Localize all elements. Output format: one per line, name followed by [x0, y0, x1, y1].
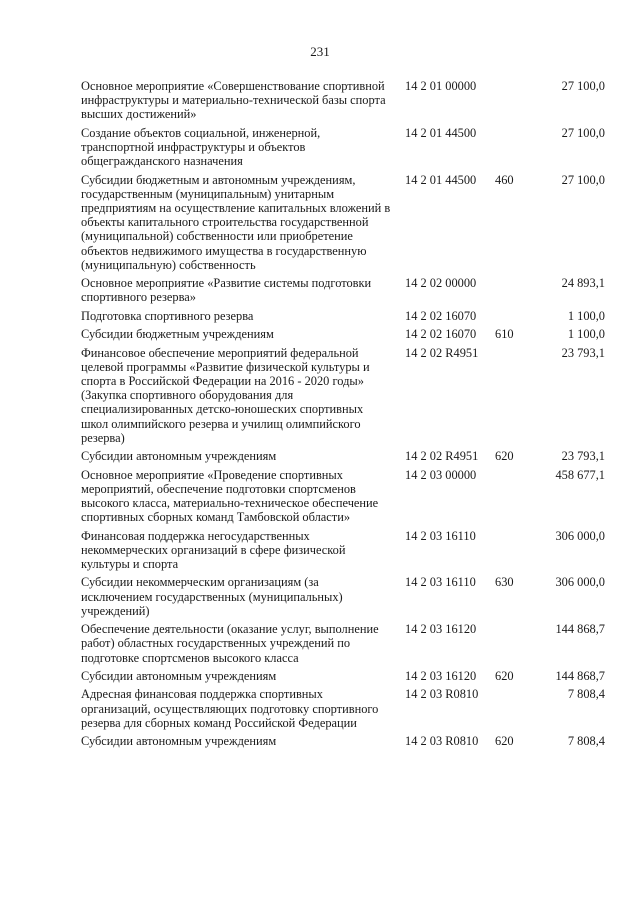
table-row — [81, 346, 605, 445]
row-name: Адресная финансовая поддержка спортивных организаций, осуществляющих подготовку спортивного резерва для сборных команд Российской Федерации — [81, 687, 379, 730]
row-name: Обеспечение деятельности (оказание услуг, выполнение работ) областных государственных учреждений по подготовке спортсменов высокого класса — [81, 622, 379, 665]
row-amount: 7 808,4 — [567, 687, 605, 702]
row-code: 14 2 03 R0810 — [405, 687, 479, 702]
row-code: 14 2 03 16120 — [405, 622, 477, 637]
row-type: 610 — [495, 327, 514, 342]
row-name: Создание объектов социальной, инженерной, транспортной инфраструктуры и объектов общегражданского назначения — [81, 125, 321, 169]
table-row — [81, 276, 605, 304]
row-type: 460 — [495, 172, 514, 187]
row-name: Субсидии автономным учреждениям — [81, 668, 277, 683]
row-name: Субсидии автономным учреждениям — [81, 734, 277, 749]
row-code: 14 2 02 00000 — [405, 276, 477, 291]
table-row — [81, 575, 605, 618]
row-amount: 144 868,7 — [555, 668, 605, 683]
table-row — [81, 309, 605, 323]
row-amount: 306 000,0 — [555, 528, 605, 543]
table-row — [81, 79, 605, 122]
row-name: Основное мероприятие «Проведение спортивных мероприятий, обеспечение подготовки спортсменов высокого класса, материально-техническое обеспечение спортивных сборных команд Тамбовской области» — [81, 467, 379, 525]
row-amount: 1 100,0 — [567, 308, 605, 323]
row-name: Подготовка спортивного резерва — [81, 308, 254, 323]
row-code: 14 2 03 16110 — [405, 575, 476, 590]
table-row — [81, 529, 605, 572]
table-row — [81, 669, 605, 683]
row-type: 620 — [495, 734, 514, 749]
row-code: 14 2 03 R0810 — [405, 734, 479, 749]
row-amount: 23 793,1 — [561, 345, 605, 360]
row-name: Финансовое обеспечение мероприятий федеральной целевой программы «Развитие физической культуры и спорта в Российской Федерации на 2016 - 2020 годы» (Закупка спортивного оборудования для специализированных детско-юношеских спортивных школ олимпийского резерва и училищ олимпийского резерва) — [81, 345, 370, 445]
row-name: Субсидии автономным учреждениям — [81, 449, 277, 464]
row-code: 14 2 03 16120 — [405, 668, 477, 683]
row-code: 14 2 02 R4951 — [405, 449, 479, 464]
row-amount: 27 100,0 — [561, 172, 605, 187]
row-type: 620 — [495, 668, 514, 683]
table-row — [81, 622, 605, 665]
table-row — [81, 173, 605, 272]
row-amount: 24 893,1 — [561, 276, 605, 291]
row-amount: 306 000,0 — [555, 575, 605, 590]
row-code: 14 2 02 16070 — [405, 308, 477, 323]
page-number: 231 — [310, 44, 330, 59]
budget-table — [81, 79, 605, 753]
row-amount: 144 868,7 — [555, 622, 605, 637]
row-name: Основное мероприятие «Развитие системы подготовки спортивного резерва» — [81, 276, 372, 305]
row-amount: 7 808,4 — [567, 734, 605, 749]
table-row — [81, 734, 605, 748]
row-code: 14 2 03 16110 — [405, 528, 476, 543]
row-name: Субсидии бюджетным и автономным учреждениям, государственным (муниципальным) унитарным предприятиям на осуществление капитальных вложений в объекты капитального строительства государственной (муниципальной) собственности или приобретение объектов недвижимого имущества в государственную (муниципальную) собственность — [81, 172, 391, 272]
row-code: 14 2 03 00000 — [405, 467, 477, 482]
row-code: 14 2 01 44500 — [405, 172, 477, 187]
row-amount: 458 677,1 — [555, 467, 605, 482]
row-code: 14 2 01 00000 — [405, 79, 477, 93]
row-type: 620 — [495, 449, 514, 464]
table-row — [81, 126, 605, 169]
row-amount: 27 100,0 — [561, 79, 605, 93]
row-name: Субсидии некоммерческим организациям (за исключением государственных (муниципальных) учреждений) — [81, 575, 343, 618]
row-amount: 1 100,0 — [567, 327, 605, 342]
row-name: Финансовая поддержка негосударственных некоммерческих организаций в сфере физической культуры и спорта — [81, 528, 346, 571]
table-row — [81, 449, 605, 463]
row-code: 14 2 01 44500 — [405, 125, 477, 140]
row-amount: 27 100,0 — [561, 125, 605, 140]
table-row — [81, 327, 605, 341]
table-row — [81, 468, 605, 525]
row-type: 630 — [495, 575, 514, 590]
table-row — [81, 687, 605, 730]
row-amount: 23 793,1 — [561, 449, 605, 464]
row-code: 14 2 02 R4951 — [405, 345, 479, 360]
row-code: 14 2 02 16070 — [405, 327, 477, 342]
row-name: Субсидии бюджетным учреждениям — [81, 327, 274, 342]
row-name: Основное мероприятие «Совершенствование спортивной инфраструктуры и материально-технической базы спорта высших достижений» — [81, 79, 386, 122]
